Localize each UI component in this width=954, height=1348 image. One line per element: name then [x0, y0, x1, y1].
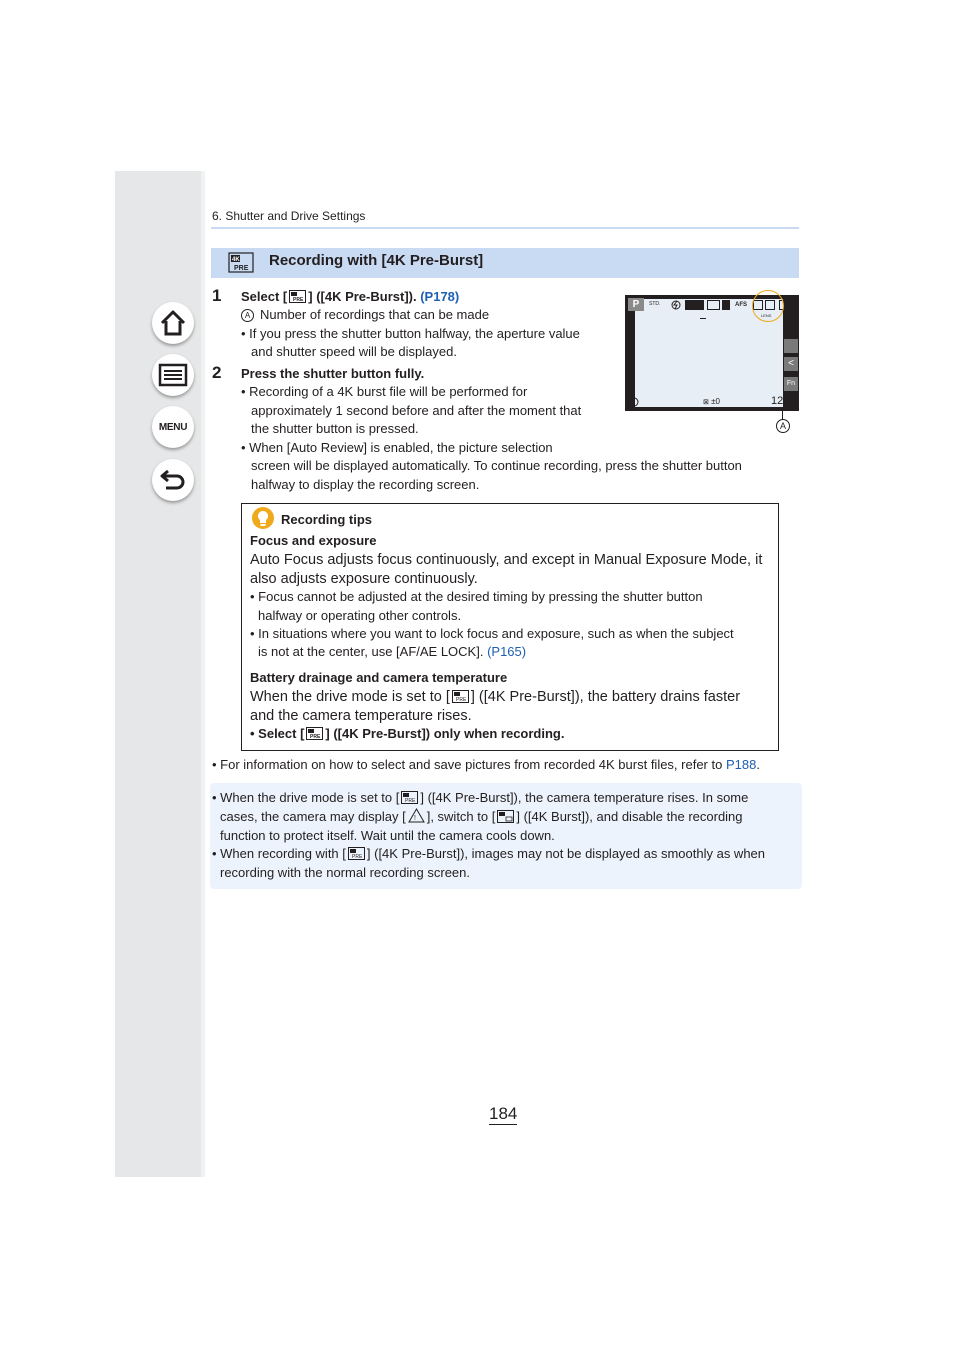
step-1-instruction [241, 288, 459, 307]
touch-tab-icon[interactable] [784, 339, 798, 353]
note-1-b: ] ([4K Pre-Burst]), the camera temperature rises. In some [420, 790, 749, 805]
step-1-note-text: Number of recordings that can be made [260, 307, 490, 322]
overheat-warning-icon [408, 808, 425, 823]
svg-text:PRE: PRE [351, 854, 363, 860]
callout-a-label: A [776, 419, 790, 433]
step-1-bullet-line-1: • If you press the shutter button halfway, the aperture value [241, 326, 580, 341]
focus-bullet-1-line-2: halfway or operating other controls. [258, 608, 462, 623]
menu-button[interactable] [152, 406, 194, 448]
note-1-line-2 [220, 808, 743, 827]
exposure-scale-icon [700, 311, 706, 319]
note-2-a: • When recording with [ [212, 846, 346, 861]
back-button[interactable] [152, 459, 194, 501]
svg-text:PRE: PRE [405, 798, 416, 804]
mode-indicator: P [628, 298, 644, 311]
step-1-text-b: ] ([4K Pre-Burst]). [308, 289, 417, 304]
af-mode-icon: AFS [735, 302, 747, 308]
svg-text:PRE: PRE [455, 697, 467, 703]
notes-box [210, 783, 802, 889]
header-rule [211, 227, 799, 229]
quality-icon [722, 300, 730, 310]
sidebar-edge [201, 171, 205, 1177]
focus-bullet-2-line-2 [258, 643, 526, 662]
exposure-icon: ⊠ [703, 399, 709, 406]
callout-circle [752, 290, 784, 322]
battery-heading: Battery drainage and camera temperature [250, 670, 508, 685]
info-line [212, 756, 760, 775]
focus-bullet-2-link[interactable]: (P165) [487, 644, 527, 659]
step-2-bullet-2-line-1: • When [Auto Review] is enabled, the picture selection [241, 440, 553, 455]
step-1-note [241, 306, 489, 325]
4k-pre-burst-icon [401, 791, 418, 804]
focus-heading: Focus and exposure [250, 533, 377, 548]
aspect-4k-icon [685, 300, 704, 310]
step-2-bullet-1-line-2: approximately 1 second before and after the moment that [251, 403, 582, 418]
focus-para-line-2: also adjusts exposure continuously. [250, 571, 478, 587]
tips-title: Recording tips [281, 512, 373, 527]
step-2-bullet-1-line-1: • Recording of a 4K burst file will be performed for [241, 384, 528, 399]
home-icon [159, 309, 187, 337]
battery-para-line-1 [250, 688, 740, 707]
svg-text:!: ! [413, 815, 416, 822]
callout-a-marker: A [241, 309, 254, 322]
svg-text:PRE: PRE [293, 297, 304, 303]
contents-button[interactable] [152, 354, 194, 396]
4k-icon [707, 300, 720, 310]
arrow-tab-icon[interactable]: < [784, 357, 798, 371]
page-number: 184 [489, 1104, 518, 1123]
step-1-number: 1 [212, 286, 222, 305]
battery-bold-instruction [250, 725, 564, 743]
4k-burst-icon [497, 810, 514, 823]
battery-para-line-2: and the camera temperature rises. [250, 708, 472, 724]
note-2-line-1 [212, 845, 765, 864]
step-2-bullet-1-line-3: the shutter button is pressed. [251, 421, 419, 436]
svg-text:PRE: PRE [310, 734, 321, 740]
info-link[interactable]: P188 [725, 757, 757, 772]
4k-pre-burst-icon [306, 727, 323, 740]
exposure-value [703, 397, 720, 406]
std-photo-style-icon: STD. [649, 301, 661, 307]
note-1-c: cases, the camera may display [ [220, 809, 406, 824]
back-arrow-icon [159, 467, 187, 493]
info-text: • For information on how to select and save pictures from recorded 4K burst files, refer to [212, 757, 723, 772]
fn-touch-tab-icon[interactable]: Fn [784, 377, 798, 391]
4k-pre-burst-icon [348, 847, 365, 860]
svg-text:PRE: PRE [234, 265, 249, 272]
recording-count: 1200 [771, 395, 796, 407]
home-button[interactable] [152, 302, 194, 344]
info-tail: . [756, 757, 760, 772]
lens-label: LENS [761, 313, 772, 318]
page-title: Recording with [4K Pre-Burst] [269, 252, 484, 269]
note-1-e: ] ([4K Burst]), and disable the recording [516, 809, 743, 824]
4k-pre-burst-icon [452, 690, 469, 703]
focus-para-line-1: Auto Focus adjusts focus continuously, and except in Manual Exposure Mode, it [250, 552, 763, 568]
list-icon [158, 363, 188, 387]
step-2-bullet-2-line-3: halfway to display the recording screen. [251, 477, 480, 492]
battery-para-a: When the drive mode is set to [ [250, 689, 450, 705]
focus-bullet-2-line-1: • In situations where you want to lock focus and exposure, such as when the subject [250, 626, 734, 641]
step-2-number: 2 [212, 363, 222, 382]
battery-bold-a: • Select [ [250, 726, 305, 741]
step-2-instruction: Press the shutter button fully. [241, 366, 425, 381]
step-1-link[interactable]: (P178) [420, 289, 460, 304]
note-1-a: • When the drive mode is set to [ [212, 790, 400, 805]
menu-label: MENU [158, 421, 188, 433]
note-1-line-1 [212, 789, 748, 808]
note-2-b: ] ([4K Pre-Burst]), images may not be displayed as smoothly as when [366, 846, 766, 861]
focus-bullet-2-text: is not at the center, use [AF/AE LOCK]. [258, 644, 484, 659]
title-bar [211, 248, 799, 278]
step-1-text-a: Select [ [241, 289, 288, 304]
note-2-line-2: recording with the normal recording screen. [220, 865, 471, 880]
recording-tips-box [241, 503, 779, 751]
svg-text:4K: 4K [232, 257, 240, 263]
stabilizer-icon [629, 397, 639, 407]
4k-pre-burst-icon [228, 252, 254, 273]
section-header: 6. Shutter and Drive Settings [212, 209, 366, 223]
battery-para-b: ] ([4K Pre-Burst]), the battery drains faster [470, 689, 741, 705]
flash-off-icon [671, 300, 681, 310]
note-1-d: ], switch to [ [426, 809, 496, 824]
exposure-value-text: ±0 [711, 397, 720, 406]
note-1-line-3: function to protect itself. Wait until the camera cools down. [220, 828, 555, 843]
battery-bold-b: ] ([4K Pre-Burst]) only when recording. [325, 726, 565, 741]
focus-bullet-1-line-1: • Focus cannot be adjusted at the desired timing by pressing the shutter button [250, 589, 703, 604]
lightbulb-icon [252, 507, 274, 531]
step-1-bullet-line-2: and shutter speed will be displayed. [251, 344, 457, 359]
step-2-bullet-2-line-2: screen will be displayed automatically. To continue recording, press the shutter button [251, 458, 742, 473]
4k-pre-burst-icon [289, 290, 306, 303]
